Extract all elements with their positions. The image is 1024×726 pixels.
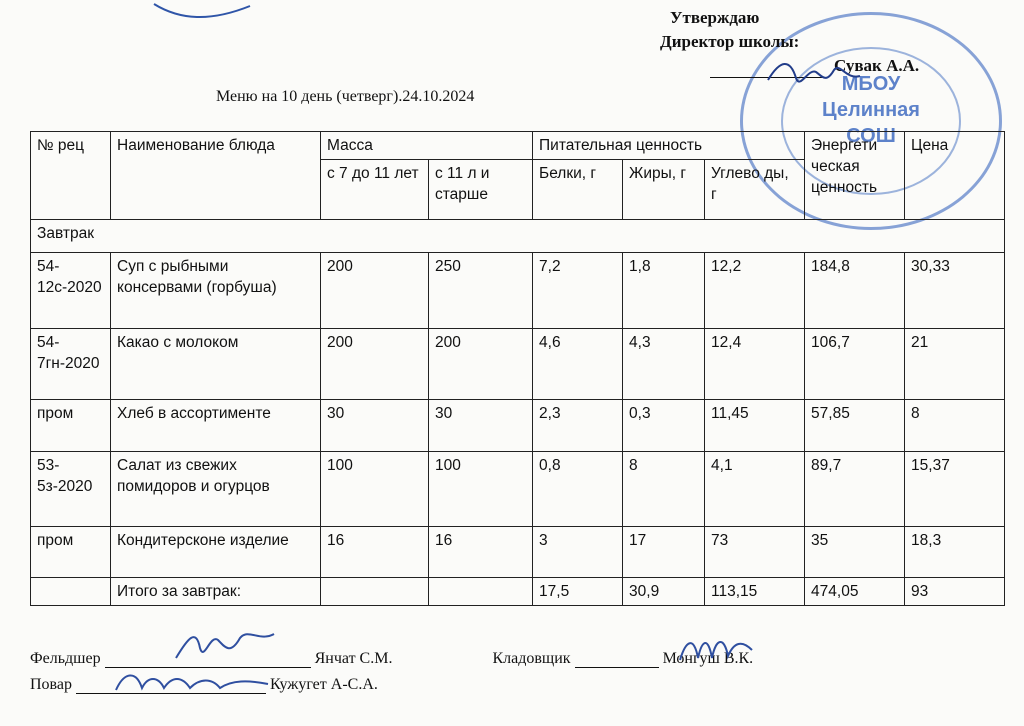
cell-price: 30,33 (905, 253, 1005, 329)
cell-empty (429, 578, 533, 606)
table-row (31, 253, 1005, 329)
approval-line-2: Директор школы: (660, 32, 800, 51)
header-carb: Углево ды, г (705, 160, 805, 220)
table-row (31, 400, 1005, 452)
cell-mass-b: 250 (429, 253, 533, 329)
approval-block (662, 6, 982, 78)
signature-row-1 (30, 646, 1010, 672)
cell-protein: 3 (533, 527, 623, 578)
cell-protein: 4,6 (533, 329, 623, 400)
cell-price: 15,37 (905, 452, 1005, 527)
header-price: Цена (905, 132, 1005, 220)
menu-title: Меню на 10 день (четверг).24.10.2024 (216, 88, 475, 105)
total-fat: 30,9 (623, 578, 705, 606)
cell-carb: 12,2 (705, 253, 805, 329)
cell-rec: пром (31, 400, 111, 452)
signature-row-2 (30, 672, 1010, 698)
cell-mass-b: 30 (429, 400, 533, 452)
total-label: Итого за завтрак: (111, 578, 321, 606)
cell-mass-a: 30 (321, 400, 429, 452)
medic-name: Янчат С.М. (314, 650, 393, 667)
cell-energy: 35 (805, 527, 905, 578)
cell-energy: 89,7 (805, 452, 905, 527)
header-energy: Энергети ческая ценность (805, 132, 905, 220)
medic-role: Фельдшер (30, 650, 101, 667)
table-row (31, 329, 1005, 400)
cell-price: 21 (905, 329, 1005, 400)
cook-name: Кужугет А-С.А. (270, 676, 378, 693)
cell-carb: 73 (705, 527, 805, 578)
approval-line-1: Утверждаю (670, 8, 760, 27)
cell-mass-a: 200 (321, 253, 429, 329)
cell-name: Салат из свежих помидоров и огурцов (111, 452, 321, 527)
director-name: Сувак А.А. (834, 56, 920, 75)
storekeeper-signature-line (575, 649, 659, 668)
cell-fat: 1,8 (623, 253, 705, 329)
cell-mass-b: 200 (429, 329, 533, 400)
cell-carb: 4,1 (705, 452, 805, 527)
cell-carb: 11,45 (705, 400, 805, 452)
cell-carb: 12,4 (705, 329, 805, 400)
cell-energy: 106,7 (805, 329, 905, 400)
menu-table (30, 131, 1005, 606)
table-row (31, 527, 1005, 578)
section-breakfast: Завтрак (31, 220, 1005, 253)
stamp-line-2: Целинная (822, 99, 920, 121)
header-mass: Масса (321, 132, 533, 160)
header-name: Наименование блюда (111, 132, 321, 220)
cell-mass-a: 100 (321, 452, 429, 527)
section-row (31, 220, 1005, 253)
signatures-block (30, 646, 1010, 698)
cell-rec: 54-7гн-2020 (31, 329, 111, 400)
cell-energy: 57,85 (805, 400, 905, 452)
cell-price: 18,3 (905, 527, 1005, 578)
cell-fat: 0,3 (623, 400, 705, 452)
cell-name: Суп с рыбными консервами (горбуша) (111, 253, 321, 329)
cell-protein: 0,8 (533, 452, 623, 527)
cell-mass-b: 100 (429, 452, 533, 527)
header-mass-b: с 11 л и старше (429, 160, 533, 220)
stamp-line-1: МБОУ (841, 73, 901, 95)
cell-mass-a: 16 (321, 527, 429, 578)
header-mass-a: с 7 до 11 лет (321, 160, 429, 220)
cell-fat: 8 (623, 452, 705, 527)
storekeeper-role: Кладовщик (492, 650, 571, 667)
cell-name: Хлеб в ассортименте (111, 400, 321, 452)
total-price: 93 (905, 578, 1005, 606)
cell-price: 8 (905, 400, 1005, 452)
total-protein: 17,5 (533, 578, 623, 606)
header-fat: Жиры, г (623, 160, 705, 220)
approval-signature-row (710, 54, 982, 78)
cell-energy: 184,8 (805, 253, 905, 329)
cell-mass-a: 200 (321, 329, 429, 400)
cell-empty (31, 578, 111, 606)
cook-role: Повар (30, 676, 72, 693)
signature-line (710, 59, 828, 78)
header-row-1 (31, 132, 1005, 160)
cell-name: Кондитерсконе изделие (111, 527, 321, 578)
cook-signature-line (76, 675, 266, 694)
top-signature-fragment (150, 0, 260, 24)
total-row (31, 578, 1005, 606)
total-energy: 474,05 (805, 578, 905, 606)
header-protein: Белки, г (533, 160, 623, 220)
stamp-line-3: СОШ (846, 125, 896, 147)
cell-protein: 7,2 (533, 253, 623, 329)
header-rec: № рец (31, 132, 111, 220)
cell-fat: 4,3 (623, 329, 705, 400)
header-nutrition: Питательная ценность (533, 132, 805, 160)
cell-rec: пром (31, 527, 111, 578)
table-row (31, 452, 1005, 527)
cell-rec: 54-12с-2020 (31, 253, 111, 329)
cell-mass-b: 16 (429, 527, 533, 578)
cell-empty (321, 578, 429, 606)
storekeeper-name: Монгуш В.К. (662, 650, 754, 667)
cell-name: Какао с молоком (111, 329, 321, 400)
cell-fat: 17 (623, 527, 705, 578)
cell-rec: 53-5з-2020 (31, 452, 111, 527)
medic-signature-line (105, 649, 311, 668)
cell-protein: 2,3 (533, 400, 623, 452)
total-carb: 113,15 (705, 578, 805, 606)
